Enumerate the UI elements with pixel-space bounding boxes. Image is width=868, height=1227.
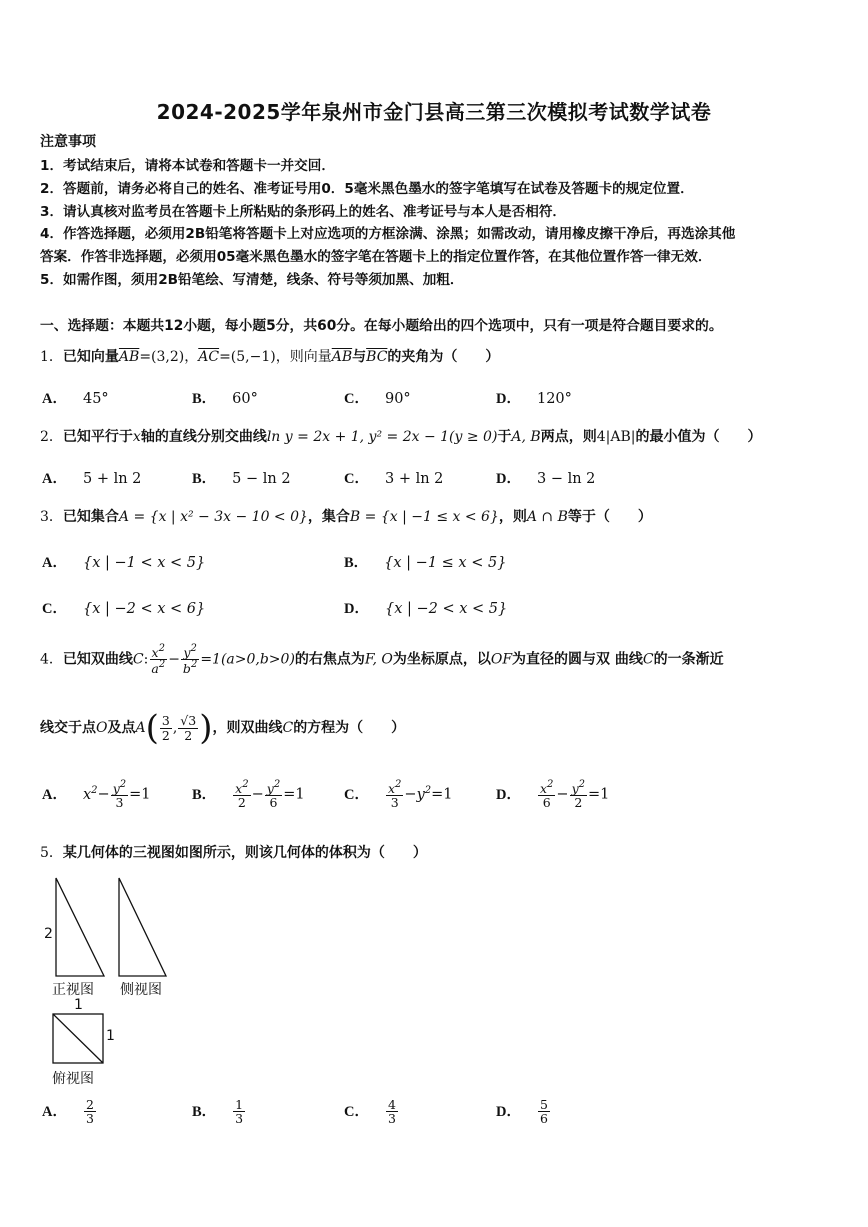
math-var: A, B (511, 429, 541, 445)
question-text: 的最小值为（ ） (635, 429, 762, 445)
page-title: 2024-2025学年泉州市金门县高三第三次模拟考试数学试卷 (156, 100, 712, 124)
note-item: 2．答题前，请务必将自己的姓名、准考证号用0．5毫米黑色墨水的签字笔填写在试卷及答题卡的规定位置． (40, 181, 694, 197)
question-text: 为直径的圆与双 曲线 (512, 651, 643, 668)
question-text: 及点 (107, 720, 136, 736)
question-text: 已知向量 (62, 349, 119, 365)
math-var: A (135, 720, 146, 736)
question-text: 轴的直线分别交曲线 (140, 429, 267, 445)
option-d[interactable]: D． 3 − ln 2 (496, 471, 596, 487)
math-var: C (132, 651, 144, 668)
note-item: 5．如需作图，须用2B铅笔绘、写清楚，线条、符号等须加黑、加粗． (40, 272, 464, 288)
math-expr: B = {x | −1 ≤ x < 6} (349, 509, 499, 525)
option-d[interactable]: D． $\frac{5}{6}$ (496, 1097, 548, 1127)
option-b[interactable]: B． $\frac{x^2}{2}$ − $\frac{y^2}{6}$ =1 (192, 779, 305, 811)
option-c[interactable]: C． $\frac{x^2}{3}$ $-y^2=1$ (344, 779, 453, 811)
math-expr: =(5,−1)，则向量 (219, 349, 332, 365)
note-item: 答案．作答非选择题，必须用05毫米黑色墨水的签字笔在答题卡上的指定位置作答，在其他位置作答一律无效． (40, 249, 712, 265)
question-text: 已知集合 (62, 509, 119, 525)
question-text: 线交于点 (40, 720, 96, 736)
question-2 (40, 426, 761, 446)
math-expr: ln y = 2x + 1, y² = 2x − 1(y ≥ 0) (266, 429, 498, 445)
option-a[interactable]: A． 45° (42, 391, 109, 407)
question-text: 的一条渐近 (653, 651, 724, 668)
question-number: 3． (40, 509, 63, 525)
top-view-diagonal (53, 1014, 103, 1063)
question-3 (40, 506, 652, 526)
math-expr: 4|AB| (596, 429, 636, 445)
option-b[interactable]: B． $\frac{1}{3}$ (192, 1097, 244, 1127)
option-c[interactable]: C． {x | −2 < x < 6} (42, 601, 206, 617)
note-item: 4．作答选择题，必须用2B铅笔将答题卡上对应选项的方框涂满、涂黑；如需改动，请用橡皮擦干净后，再选涂其他 (40, 226, 736, 242)
option-a[interactable]: A． $x^2-$ $\frac{y^2}{3}$ =1 (42, 779, 151, 811)
side-view-triangle (119, 878, 166, 976)
top-view-width-label: 1 (74, 997, 83, 1013)
vector: $\overline{AB}$ (331, 349, 353, 365)
top-view-label: 俯视图 (52, 1071, 94, 1087)
question-number: 5． (40, 845, 63, 861)
option-d[interactable]: D． 120° (496, 391, 572, 407)
top-view-height-label: 1 (106, 1028, 115, 1044)
option-c[interactable]: C． 90° (344, 391, 411, 407)
math-expr: A = {x | x² − 3x − 10 < 0} (118, 509, 308, 525)
question-number: 4． (40, 651, 63, 668)
question-text: 的右焦点为 (294, 651, 365, 668)
front-view-height-label: 2 (44, 926, 53, 942)
option-a[interactable]: A． {x | −1 < x < 5} (42, 555, 206, 571)
question-text: ，集合 (307, 509, 350, 525)
question-4-cont: 线交于点O及点A( $\frac{3}{2}$ , $\frac{√3}{2}$ )，则双曲线C的方程为（ ） (40, 708, 406, 748)
fraction: $\frac{√3}{2}$ (180, 713, 197, 743)
math-expr: =1(a>0,b>0) (200, 651, 295, 668)
math-var: F, O (364, 651, 393, 668)
math-expr: =(3,2)， (139, 349, 199, 365)
question-text: 两点，则 (540, 429, 597, 445)
option-d[interactable]: D． $\frac{x^2}{6}$ − $\frac{y^2}{2}$ =1 (496, 779, 610, 811)
note-item: 3．请认真核对监考员在答题卡上所粘贴的条形码上的姓名、准考证号与本人是否相符． (40, 204, 567, 220)
math-var: O (96, 720, 108, 736)
question-number: 1． (40, 349, 63, 365)
math-var: C (642, 651, 654, 668)
question-1 (40, 346, 499, 366)
vector: $\overline{AB}$ (118, 349, 140, 365)
option-b[interactable]: B． 60° (192, 391, 258, 407)
option-a[interactable]: A． 5 + ln 2 (42, 471, 142, 487)
question-number: 2． (40, 429, 63, 445)
question-text: 的方程为（ ） (293, 720, 406, 736)
question-text: 为坐标原点，以 (392, 651, 491, 668)
notes-heading: 注意事项 (40, 134, 96, 150)
question-text: 某几何体的三视图如图所示，则该几何体的体积为（ ） (62, 845, 427, 861)
section-heading: 一、选择题：本题共12小题，每小题5分，共60分。在每小题给出的四个选项中，只有一项是符合题目要求的。 (40, 318, 723, 334)
option-b[interactable]: B． 5 − ln 2 (192, 471, 291, 487)
option-c[interactable]: C． $\frac{4}{3}$ (344, 1097, 396, 1127)
option-d[interactable]: D． {x | −2 < x < 5} (344, 601, 508, 617)
option-c[interactable]: C． 3 + ln 2 (344, 471, 444, 487)
question-text: 已知双曲线 (62, 651, 133, 668)
note-item: 1．考试结束后，请将本试卷和答题卡一并交回． (40, 158, 335, 174)
question-text: ，则 (498, 509, 527, 525)
math-var: C (282, 720, 294, 736)
fraction: $\frac{x^2}{a^2}$ (151, 643, 166, 677)
option-a[interactable]: A． $\frac{2}{3}$ (42, 1097, 94, 1127)
fraction: $\frac{3}{2}$ (161, 713, 170, 743)
vector: $\overline{BC}$ (366, 349, 388, 365)
option-b[interactable]: B． {x | −1 ≤ x < 5} (344, 555, 507, 571)
vector: $\overline{AC}$ (198, 349, 220, 365)
question-text: 等于（ ） (567, 509, 652, 525)
question-5 (40, 842, 427, 862)
fraction: $\frac{y^2}{b^2}$ (182, 643, 198, 677)
front-view-label: 正视图 (52, 982, 94, 998)
math-expr: A ∩ B (526, 509, 568, 525)
question-text: 的夹角为（ ） (387, 349, 500, 365)
question-4: 4．已知双曲线C: $\frac{x^2}{a^2}$ − $\frac{y^2}{b^2}$ =1(a>0,b>0)的右焦点为F, O为坐标原点，以OF为直径的圆与双 曲线C的一条渐近 (40, 643, 724, 677)
math-var: OF (490, 651, 513, 668)
question-text: 于 (497, 429, 512, 445)
question-text: 与 (352, 349, 367, 365)
math-var: x (132, 429, 141, 445)
front-view-triangle (56, 878, 104, 976)
question-text: 已知平行于 (62, 429, 133, 445)
question-text: ，则双曲线 (212, 720, 283, 736)
side-view-label: 侧视图 (120, 982, 162, 998)
